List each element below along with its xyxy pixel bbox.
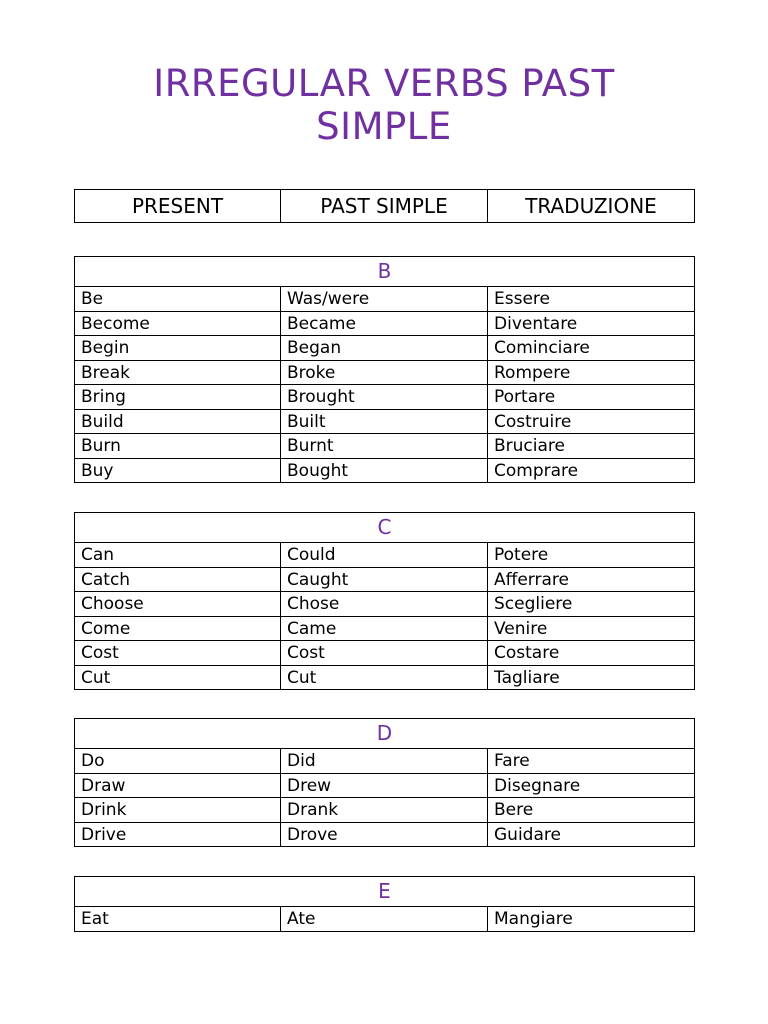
translation-cell: Venire <box>488 616 695 641</box>
present-cell: Become <box>75 311 281 336</box>
verb-row <box>75 567 695 592</box>
present-cell: Can <box>75 543 281 568</box>
verb-row <box>75 822 695 847</box>
translation-cell: Scegliere <box>488 592 695 617</box>
section-letter: D <box>75 719 695 749</box>
past-cell: Built <box>281 409 488 434</box>
translation-cell: Comprare <box>488 458 695 483</box>
present-cell: Cost <box>75 641 281 666</box>
past-cell: Did <box>281 749 488 774</box>
column-header-row <box>75 190 695 223</box>
verb-row <box>75 798 695 823</box>
section-letter: C <box>75 513 695 543</box>
present-cell: Choose <box>75 592 281 617</box>
translation-cell: Rompere <box>488 360 695 385</box>
verb-row <box>75 409 695 434</box>
title-line-1: IRREGULAR VERBS PAST <box>153 62 615 105</box>
past-cell: Cut <box>281 665 488 690</box>
translation-cell: Diventare <box>488 311 695 336</box>
present-cell: Buy <box>75 458 281 483</box>
section-letter-row <box>75 257 695 287</box>
section-table-e <box>74 876 695 932</box>
past-cell: Ate <box>281 907 488 932</box>
translation-cell: Essere <box>488 287 695 312</box>
section-letter: B <box>75 257 695 287</box>
verb-row <box>75 336 695 361</box>
past-cell: Came <box>281 616 488 641</box>
verb-row <box>75 543 695 568</box>
present-cell: Cut <box>75 665 281 690</box>
translation-cell: Tagliare <box>488 665 695 690</box>
translation-cell: Disegnare <box>488 773 695 798</box>
past-cell: Began <box>281 336 488 361</box>
present-cell: Catch <box>75 567 281 592</box>
present-cell: Be <box>75 287 281 312</box>
past-cell: Drove <box>281 822 488 847</box>
past-cell: Became <box>281 311 488 336</box>
header-past-simple: PAST SIMPLE <box>281 190 488 223</box>
header-traduzione: TRADUZIONE <box>488 190 695 223</box>
section-letter-row <box>75 513 695 543</box>
verb-row <box>75 616 695 641</box>
present-cell: Eat <box>75 907 281 932</box>
translation-cell: Bere <box>488 798 695 823</box>
translation-cell: Fare <box>488 749 695 774</box>
verb-row <box>75 592 695 617</box>
verb-row <box>75 458 695 483</box>
translation-cell: Portare <box>488 385 695 410</box>
translation-cell: Afferrare <box>488 567 695 592</box>
section-letter-row <box>75 719 695 749</box>
verb-row <box>75 907 695 932</box>
present-cell: Drink <box>75 798 281 823</box>
present-cell: Break <box>75 360 281 385</box>
section-letter: E <box>75 877 695 907</box>
present-cell: Come <box>75 616 281 641</box>
translation-cell: Guidare <box>488 822 695 847</box>
verb-row <box>75 434 695 459</box>
present-cell: Bring <box>75 385 281 410</box>
present-cell: Burn <box>75 434 281 459</box>
present-cell: Begin <box>75 336 281 361</box>
past-cell: Drank <box>281 798 488 823</box>
translation-cell: Cominciare <box>488 336 695 361</box>
verb-row <box>75 641 695 666</box>
present-cell: Drive <box>75 822 281 847</box>
verb-row <box>75 773 695 798</box>
section-table-d <box>74 718 695 847</box>
verb-row <box>75 360 695 385</box>
translation-cell: Costare <box>488 641 695 666</box>
translation-cell: Potere <box>488 543 695 568</box>
verb-row <box>75 749 695 774</box>
translation-cell: Mangiare <box>488 907 695 932</box>
present-cell: Draw <box>75 773 281 798</box>
past-cell: Drew <box>281 773 488 798</box>
verb-row <box>75 311 695 336</box>
title-line-2: SIMPLE <box>316 105 452 148</box>
header-present: PRESENT <box>75 190 281 223</box>
present-cell: Build <box>75 409 281 434</box>
past-cell: Caught <box>281 567 488 592</box>
past-cell: Broke <box>281 360 488 385</box>
verb-row <box>75 665 695 690</box>
section-letter-row <box>75 877 695 907</box>
past-cell: Was/were <box>281 287 488 312</box>
past-cell: Could <box>281 543 488 568</box>
section-table-b <box>74 256 695 483</box>
past-cell: Bought <box>281 458 488 483</box>
present-cell: Do <box>75 749 281 774</box>
verb-row <box>75 287 695 312</box>
translation-cell: Costruire <box>488 409 695 434</box>
verb-row <box>75 385 695 410</box>
past-cell: Burnt <box>281 434 488 459</box>
translation-cell: Bruciare <box>488 434 695 459</box>
section-table-c <box>74 512 695 690</box>
page-title <box>0 62 768 148</box>
past-cell: Brought <box>281 385 488 410</box>
column-header-table <box>74 189 695 223</box>
past-cell: Chose <box>281 592 488 617</box>
past-cell: Cost <box>281 641 488 666</box>
